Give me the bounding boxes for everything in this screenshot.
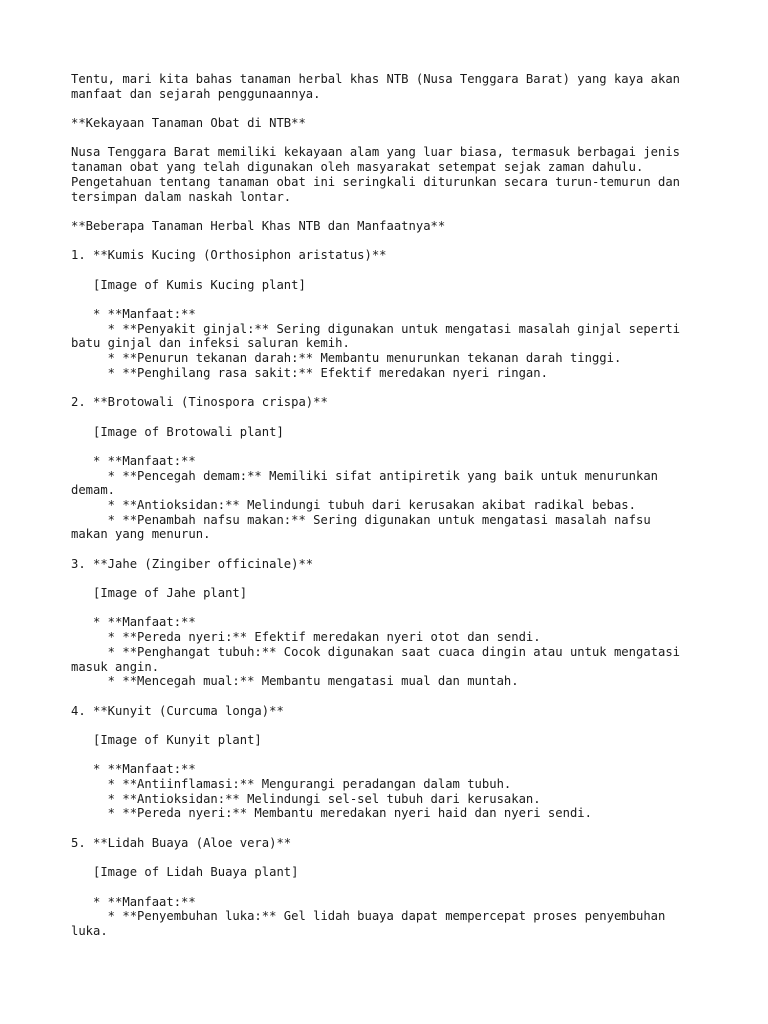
bullet-line: * **Penghilang rasa sakit:** Efektif meredakan nyeri ringan. [71,365,548,380]
bullet-line: * **Pereda nyeri:** Efektif meredakan nyeri otot dan sendi. [71,630,541,645]
blank-line [71,439,711,454]
bullet-line: * **Antiinflamasi:** Mengurangi peradangan dalam tubuh. [71,777,512,791]
bullet-line: * **Penghangat tubuh:** Cocok digunakan saat cuaca dingin atau untuk mengatasi [71,644,681,659]
numbered-heading-line: 2. **Brotowali (Tinospora crispa)** [71,395,328,410]
blank-line [71,571,711,586]
text-line: Nusa Tenggara Barat memiliki kekayaan alam yang luar biasa, termasuk berbagai jenis [71,145,681,160]
section-heading-line: **Kekayaan Tanaman Obat di NTB** [71,116,306,131]
bullet-line: * **Pencegah demam:** Memiliki sifat antipiretik yang baik untuk menurunkan [71,468,658,483]
bullet-line: * **Manfaat:** [71,453,196,468]
text-line: tanaman obat yang telah digunakan oleh masyarakat setempat sejak zaman dahulu. [71,160,644,175]
blank-line [71,821,711,836]
image-placeholder-line: [Image of Jahe plant] [71,586,248,601]
blank-line [71,718,711,733]
blank-line [71,204,711,219]
numbered-heading-line: 3. **Jahe (Zingiber officinale)** [71,556,314,571]
bullet-line: * **Pereda nyeri:** Membantu meredakan nyeri haid dan nyeri sendi. [71,806,592,821]
bullet-line: * **Manfaat:** [71,615,196,630]
bullet-line: * **Antioksidan:** Melindungi sel-sel tubuh dari kerusakan. [71,791,541,806]
image-placeholder-line: [Image of Lidah Buaya plant] [71,865,299,880]
bullet-line: * **Mencegah mual:** Membantu mengatasi mual dan muntah. [71,674,519,689]
image-placeholder-line: [Image of Kunyit plant] [71,732,262,747]
bullet-line: * **Penambah nafsu makan:** Sering digunakan untuk mengatasi masalah nafsu [71,512,651,527]
bullet-line: * **Manfaat:** [71,762,196,777]
section-heading-line: **Beberapa Tanaman Herbal Khas NTB dan Manfaatnya** [71,218,446,233]
text-line: batu ginjal dan infeksi saluran kemih. [71,336,350,351]
text-line: Pengetahuan tentang tanaman obat ini seringkali diturunkan secara turun-temurun dan [71,174,681,189]
numbered-heading-line: 1. **Kumis Kucing (Orthosiphon aristatus)** [71,248,387,263]
blank-line [71,292,711,307]
text-line: tersimpan dalam naskah lontar. [71,189,292,204]
blank-line [71,880,711,895]
image-placeholder-line: [Image of Kumis Kucing plant] [71,277,306,292]
text-line: Tentu, mari kita bahas tanaman herbal khas NTB (Nusa Tenggara Barat) yang kaya akan [71,72,681,86]
blank-line [71,131,711,146]
text-line: manfaat dan sejarah penggunaannya. [71,86,321,101]
blank-line [71,542,711,557]
image-placeholder-line: [Image of Brotowali plant] [71,424,284,439]
numbered-heading-line: 5. **Lidah Buaya (Aloe vera)** [71,835,292,850]
blank-line [71,410,711,425]
document-page [71,72,711,939]
blank-line [71,850,711,865]
bullet-line: * **Manfaat:** [71,307,196,321]
text-line: masuk angin. [71,659,160,674]
blank-line [71,263,711,278]
bullet-line: * **Penurun tekanan darah:** Membantu menurunkan tekanan darah tinggi. [71,351,622,366]
blank-line [71,234,711,249]
text-line: demam. [71,483,116,498]
bullet-line: * **Manfaat:** [71,894,196,909]
blank-line [71,101,711,116]
text-line: luka. [71,923,108,938]
blank-line [71,380,711,395]
text-line: makan yang menurun. [71,527,211,542]
bullet-line: * **Penyakit ginjal:** Sering digunakan untuk mengatasi masalah ginjal seperti [71,321,681,336]
bullet-line: * **Penyembuhan luka:** Gel lidah buaya dapat mempercepat proses penyembuhan [71,909,666,924]
numbered-heading-line: 4. **Kunyit (Curcuma longa)** [71,703,284,718]
blank-line [71,748,711,763]
blank-line [71,601,711,616]
blank-line [71,689,711,704]
bullet-line: * **Antioksidan:** Melindungi tubuh dari kerusakan akibat radikal bebas. [71,497,636,512]
